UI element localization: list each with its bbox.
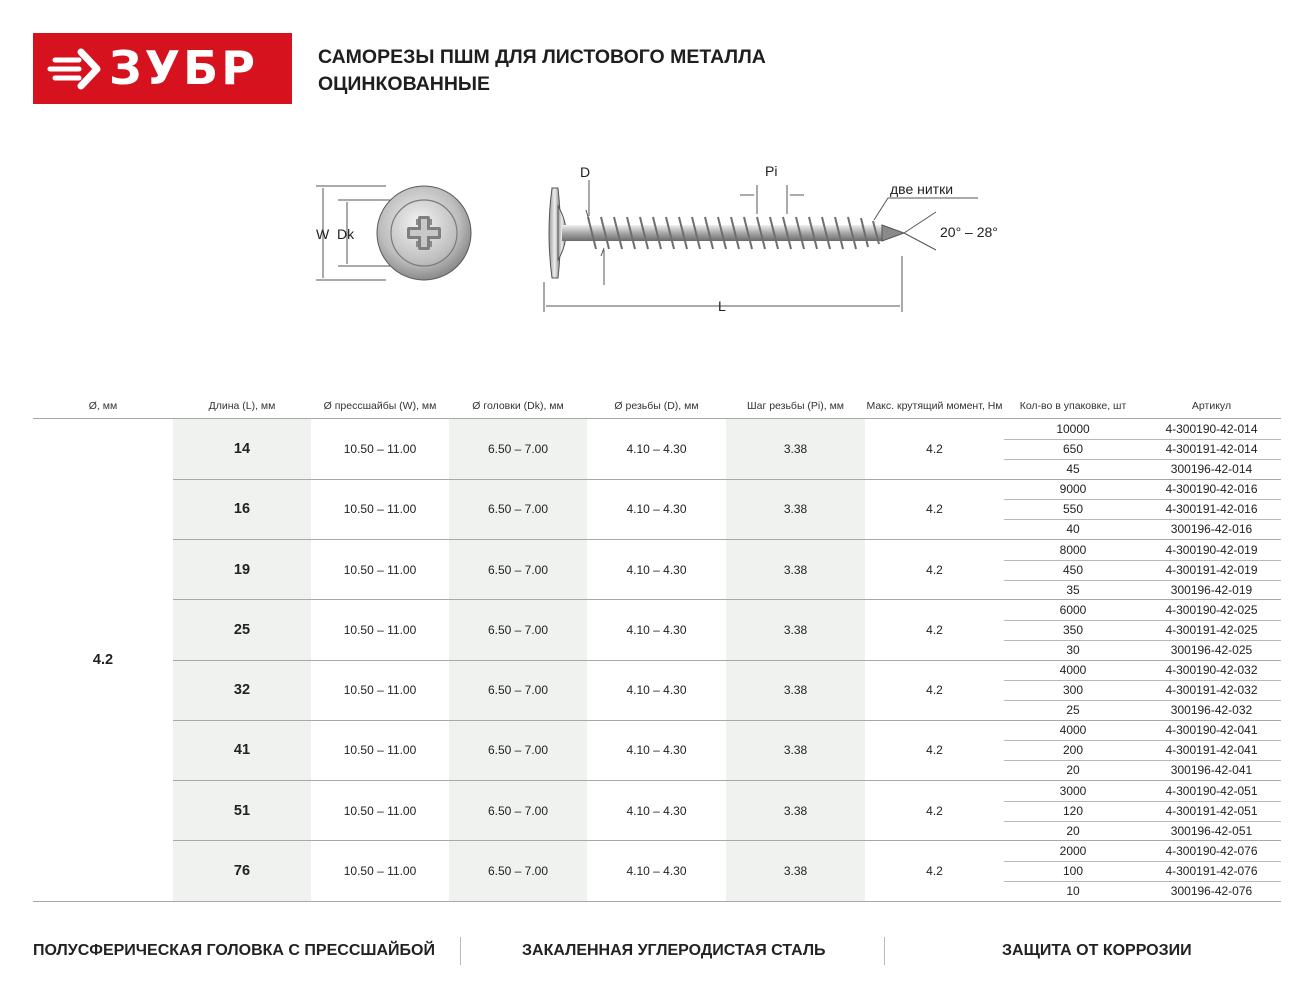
cell-pack-quantity: 20 [1066,763,1080,778]
cell-sku: 4-300190-42-016 [1165,482,1258,497]
cell-sku: 4-300191-42-016 [1165,502,1258,517]
cell-thread-pitch: 3.38 [783,803,808,818]
cell-head-diameter: 6.50 – 7.00 [487,683,549,698]
cell-washer-diameter: 10.50 – 11.00 [343,622,417,637]
cell-sku: 4-300191-42-032 [1165,683,1258,697]
cell-max-torque: 4.2 [926,683,943,698]
cell-thread-pitch: 3.38 [783,622,808,637]
cell-pack-quantity: 10 [1066,883,1080,898]
column-header: Ø головки (Dk), мм [472,400,564,412]
cell-sku: 4-300190-42-041 [1165,723,1258,738]
label-dk: Dk [337,226,355,242]
cell-sku: 4-300191-42-019 [1165,562,1258,577]
cell-thread-diameter: 4.10 – 4.30 [626,502,687,517]
cell-thread-pitch: 3.38 [783,863,808,878]
column-header: Ø резьбы (D), мм [614,400,699,412]
cell-pack-quantity: 3000 [1059,783,1087,798]
cell-length: 41 [233,742,251,759]
cell-pack-quantity: 35 [1066,582,1080,597]
brand-logo [33,33,292,104]
feature-head: ПОЛУСФЕРИЧЕСКАЯ ГОЛОВКА С ПРЕССШАЙБОЙ [33,942,435,959]
cell-thread-pitch: 3.38 [783,743,808,758]
cell-pack-quantity: 8000 [1059,542,1087,557]
cell-max-torque: 4.2 [926,743,943,758]
feature-divider [884,937,885,965]
cell-head-diameter: 6.50 – 7.00 [487,743,549,758]
cell-thread-pitch: 3.38 [783,502,808,517]
column-header: Артикул [1191,400,1232,412]
column-header: Макс. крутящий момент, Нм [866,400,1003,412]
column-header: Ø, мм [88,400,118,412]
cell-length: 16 [233,501,251,518]
cell-head-diameter: 6.50 – 7.00 [487,622,549,637]
cell-thread-pitch: 3.38 [783,562,808,577]
cell-pack-quantity: 550 [1062,502,1084,517]
cell-washer-diameter: 10.50 – 11.00 [343,803,417,818]
cell-thread-pitch: 3.38 [783,442,808,457]
feature-steel: ЗАКАЛЕННАЯ УГЛЕРОДИСТАЯ СТАЛЬ [522,942,826,959]
cell-length: 25 [233,621,251,638]
cell-diameter: 4.2 [92,652,114,668]
cell-pack-quantity: 300 [1062,683,1084,697]
cell-sku: 4-300190-42-076 [1165,843,1258,858]
cell-pack-quantity: 30 [1066,642,1080,657]
label-w: W [316,226,330,242]
cell-sku: 300196-42-019 [1170,582,1253,597]
page-title [318,44,766,98]
cell-pack-quantity: 6000 [1059,602,1087,617]
cell-length: 32 [233,682,251,699]
cell-sku: 300196-42-041 [1170,763,1253,778]
cell-pack-quantity: 9000 [1059,482,1087,497]
cell-thread-diameter: 4.10 – 4.30 [626,803,687,818]
cell-max-torque: 4.2 [926,442,943,457]
label-d: D [580,164,591,180]
column-header: Длина (L), мм [208,400,276,412]
cell-pack-quantity: 25 [1066,703,1080,717]
cell-length: 51 [233,802,251,819]
column-header: Ø прессшайбы (W), мм [323,400,437,412]
cell-pack-quantity: 200 [1062,743,1084,758]
screw-drawing [300,150,1020,330]
cell-max-torque: 4.2 [926,502,943,517]
cell-head-diameter: 6.50 – 7.00 [487,442,549,457]
cell-pack-quantity: 2000 [1059,843,1087,858]
cell-pack-quantity: 650 [1062,442,1084,456]
cell-sku: 4-300191-42-014 [1165,442,1258,456]
cell-thread-pitch: 3.38 [783,683,808,698]
cell-sku: 4-300190-42-051 [1165,783,1258,798]
cell-head-diameter: 6.50 – 7.00 [487,803,549,818]
cell-sku: 300196-42-076 [1170,883,1253,898]
cell-max-torque: 4.2 [926,562,943,577]
cell-thread-diameter: 4.10 – 4.30 [626,683,687,698]
label-l: L [718,298,726,314]
brand-name: ЗУБР [109,41,258,95]
cell-sku: 4-300190-42-014 [1165,422,1258,436]
cell-pack-quantity: 45 [1066,462,1080,476]
label-angle: 20° – 28° [940,224,998,240]
cell-thread-diameter: 4.10 – 4.30 [626,863,687,878]
cell-washer-diameter: 10.50 – 11.00 [343,562,417,577]
cell-thread-diameter: 4.10 – 4.30 [626,743,687,758]
title-line-2: ОЦИНКОВАННЫЕ [318,73,491,95]
cell-pack-quantity: 4000 [1059,663,1087,677]
screw-side-view [549,188,904,278]
feature-corrosion: ЗАЩИТА ОТ КОРРОЗИИ [1002,942,1192,959]
cell-washer-diameter: 10.50 – 11.00 [343,683,417,698]
cell-pack-quantity: 20 [1066,823,1080,838]
cell-washer-diameter: 10.50 – 11.00 [343,442,417,457]
cell-head-diameter: 6.50 – 7.00 [487,562,549,577]
cell-sku: 300196-42-051 [1170,823,1253,838]
cell-sku: 4-300191-42-025 [1165,622,1258,637]
cell-sku: 4-300190-42-019 [1165,542,1258,557]
cell-pack-quantity: 100 [1062,863,1084,878]
row-divider [33,901,1281,902]
cell-sku: 4-300191-42-041 [1165,743,1258,758]
label-two-threads: две нитки [890,181,954,197]
label-pi: Pi [765,163,778,179]
column-header: Кол-во в упаковке, шт [1019,400,1127,412]
column-header: Шаг резьбы (Pi), мм [746,400,845,412]
cell-max-torque: 4.2 [926,622,943,637]
cell-length: 19 [233,561,251,578]
cell-washer-diameter: 10.50 – 11.00 [343,743,417,758]
cell-washer-diameter: 10.50 – 11.00 [343,502,417,517]
cell-length: 76 [233,862,251,879]
cell-thread-diameter: 4.10 – 4.30 [626,562,687,577]
cell-sku: 300196-42-025 [1170,642,1253,657]
cell-sku: 300196-42-014 [1170,462,1253,476]
cell-sku: 4-300191-42-051 [1165,803,1258,818]
cell-pack-quantity: 350 [1062,622,1084,637]
cell-pack-quantity: 10000 [1056,422,1090,436]
cell-pack-quantity: 4000 [1059,723,1087,738]
cell-head-diameter: 6.50 – 7.00 [487,863,549,878]
feature-divider [460,937,461,965]
cell-sku: 300196-42-016 [1170,522,1253,537]
cell-max-torque: 4.2 [926,803,943,818]
cell-sku: 4-300190-42-025 [1165,602,1258,617]
cell-thread-diameter: 4.10 – 4.30 [626,622,687,637]
cell-sku: 4-300190-42-032 [1165,663,1258,677]
cell-sku: 300196-42-032 [1170,703,1253,717]
cell-sku: 4-300191-42-076 [1165,863,1258,878]
cell-max-torque: 4.2 [926,863,943,878]
cell-pack-quantity: 450 [1062,562,1084,577]
title-line-1: САМОРЕЗЫ ПШМ ДЛЯ ЛИСТОВОГО МЕТАЛЛА [318,46,766,68]
cell-pack-quantity: 120 [1062,803,1084,818]
cell-pack-quantity: 40 [1066,522,1080,537]
screw-head-top-view [377,186,471,280]
cell-thread-diameter: 4.10 – 4.30 [626,442,687,457]
cell-washer-diameter: 10.50 – 11.00 [343,863,417,878]
cell-head-diameter: 6.50 – 7.00 [487,502,549,517]
cell-length: 14 [233,441,251,458]
